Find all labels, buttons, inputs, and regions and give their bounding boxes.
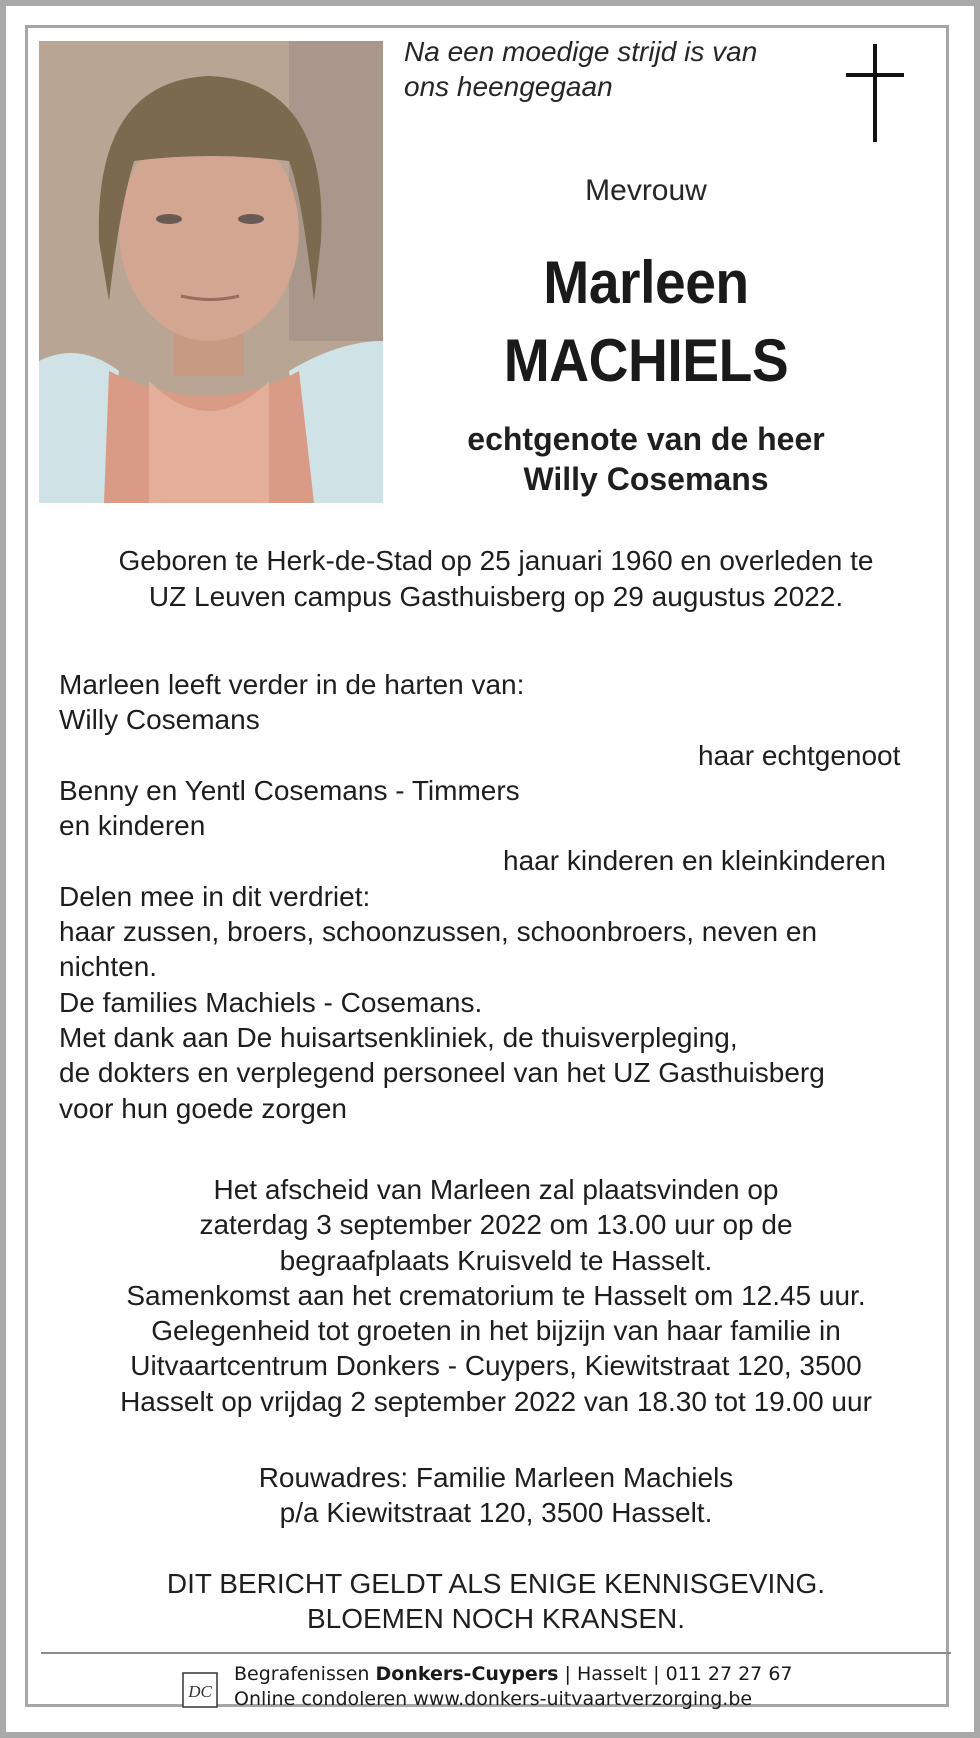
notice-line: DIT BERICHT GELDT ALS ENIGE KENNISGEVING. <box>166 1568 826 1599</box>
mourners-line: haar zussen, broers, schoonzussen, schoonbroers, neven en <box>59 916 818 948</box>
mourning-address <box>36 1460 956 1531</box>
mourner-name: en kinderen <box>59 810 206 842</box>
farewell-line: begraafplaats Kruisveld te Hasselt. <box>279 1244 713 1276</box>
honorific: Mevrouw <box>585 174 707 207</box>
footer-divider <box>41 1652 951 1654</box>
logo-text: DC <box>188 1682 212 1701</box>
mourner-relation: haar kinderen en kleinkinderen <box>503 845 886 877</box>
farewell-line: Hasselt op vrijdag 2 september 2022 van 18.30 tot 19.00 uur <box>120 1385 872 1417</box>
spouse-info <box>406 419 886 499</box>
birth-death-text <box>36 543 956 615</box>
mourner-name: Willy Cosemans <box>59 704 260 736</box>
mourners-line: nichten. <box>59 951 158 983</box>
farewell-line: Samenkomst aan het crematorium te Hasselt om 12.45 uur. <box>126 1279 866 1311</box>
address-line: Rouwadres: Familie Marleen Machiels <box>258 1462 734 1493</box>
obituary-page <box>6 6 974 1732</box>
cross-icon <box>846 44 906 144</box>
funeral-home-logo-icon <box>182 1672 218 1708</box>
intro-line: ons heengegaan <box>404 71 613 102</box>
farewell-line: Uitvaartcentrum Donkers - Cuypers, Kiewitstraat 120, 3500 <box>130 1350 862 1382</box>
intro-line: Na een moedige strijd is van <box>404 36 758 67</box>
address-line: p/a Kiewitstraat 120, 3500 Hasselt. <box>279 1497 713 1529</box>
mourners-line: voor hun goede zorgen <box>59 1092 347 1124</box>
farewell-line: Gelegenheid tot groeten in het bijzijn van haar familie in <box>151 1315 841 1347</box>
portrait-photo <box>39 41 383 503</box>
mourner-name: Benny en Yentl Cosemans - Timmers <box>59 774 520 806</box>
first-name: Marleen <box>543 249 749 316</box>
footer-prefix: Begrafenissen <box>234 1663 376 1685</box>
notice-section <box>36 1566 956 1637</box>
mourners-line: De families Machiels - Cosemans. <box>59 986 483 1018</box>
spouse-line: echtgenote van de heer <box>467 421 825 457</box>
last-name: MACHIELS <box>503 327 789 394</box>
mourners-line: de dokters en verplegend personeel van het UZ Gasthuisberg <box>59 1057 825 1089</box>
birth-death-line: UZ Leuven campus Gasthuisberg op 29 augustus 2022. <box>148 581 844 612</box>
footer-online-link[interactable]: Online condoleren www.donkers-uitvaartverzorging.be <box>234 1688 753 1710</box>
mourners-intro: Marleen leeft verder in de harten van: <box>59 669 525 700</box>
footer <box>182 1662 962 1722</box>
spouse-line: Willy Cosemans <box>523 461 769 497</box>
footer-company: Donkers-Cuypers <box>375 1663 559 1685</box>
farewell-line: Het afscheid van Marleen zal plaatsvinden op <box>213 1174 779 1205</box>
birth-death-line: Geboren te Herk-de-Stad op 25 januari 1960 en overleden te <box>118 545 874 576</box>
mourner-relation: haar echtgenoot <box>698 739 901 771</box>
footer-contact: | Hasselt | 011 27 27 67 <box>558 1663 793 1685</box>
notice-line: BLOEMEN NOCH KRANSEN. <box>306 1603 686 1635</box>
mourners-line: Met dank aan De huisartsenkliniek, de thuisverpleging, <box>59 1021 738 1053</box>
mourners-line: Delen mee in dit verdriet: <box>59 880 371 912</box>
footer-text <box>234 1662 793 1712</box>
mourners-section <box>59 667 939 1126</box>
intro-text <box>404 34 824 104</box>
farewell-section <box>36 1172 956 1419</box>
farewell-line: zaterdag 3 september 2022 om 13.00 uur op de <box>199 1209 793 1241</box>
deceased-name <box>425 244 867 400</box>
footer-company-line <box>234 1662 793 1687</box>
